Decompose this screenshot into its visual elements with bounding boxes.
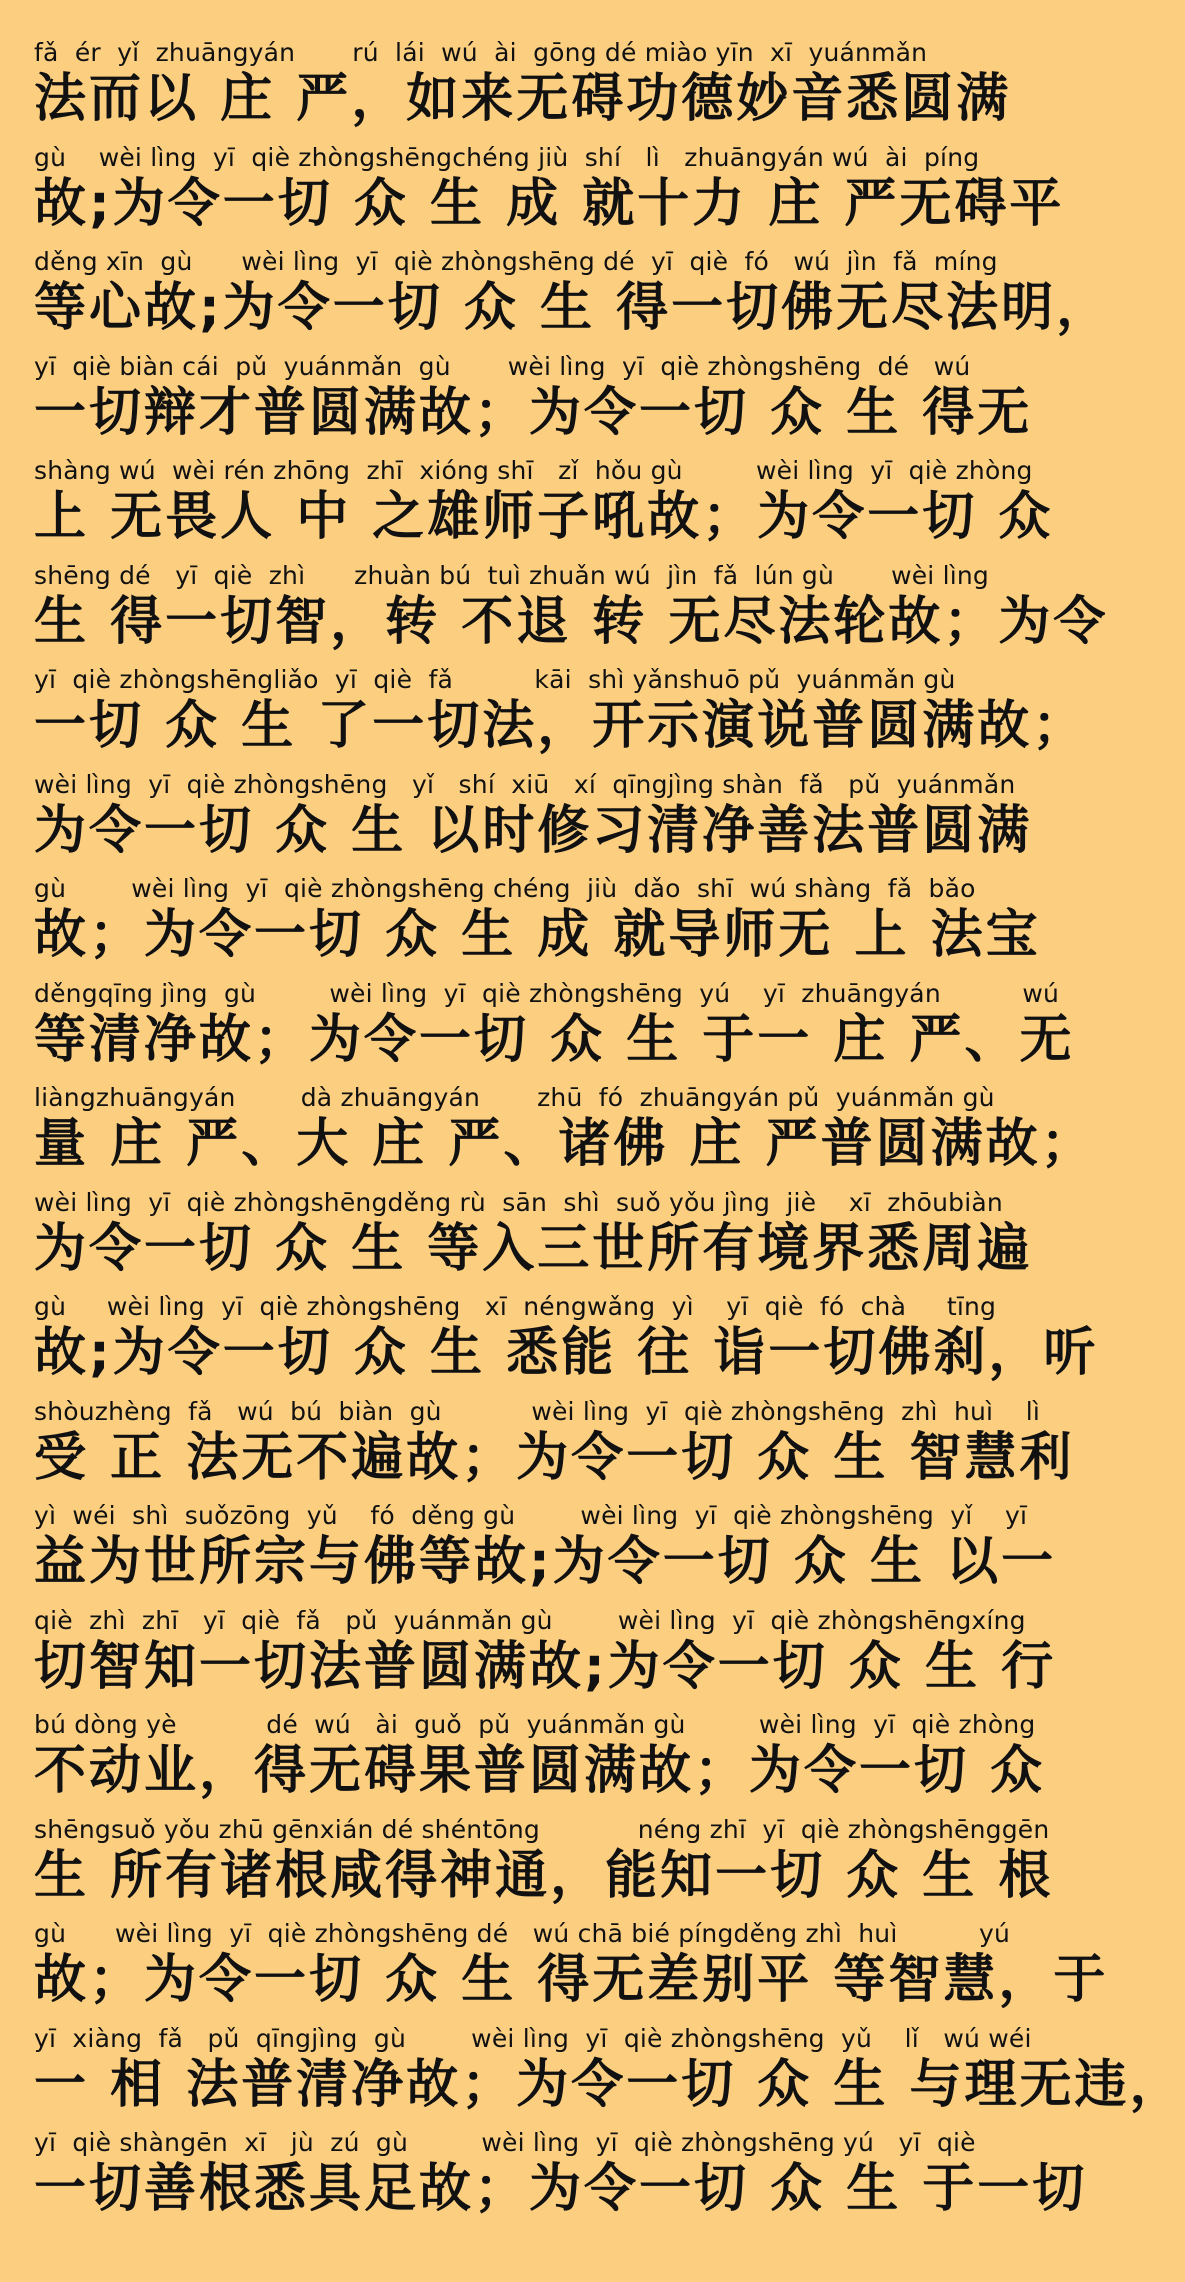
text-line bbox=[34, 1501, 1057, 1606]
pinyin-annotation: liàngzhuāngyán dà zhuāngyán zhū fó zhuāngyán pǔ yuánmǎn gù bbox=[34, 1083, 995, 1112]
text-line bbox=[34, 770, 1046, 875]
text-line bbox=[34, 1710, 1046, 1815]
chinese-text: 生 所有诸根咸得神通，能知一切 众 生 根 bbox=[34, 1845, 1054, 1906]
chinese-text: 不动业，得无碍果普圆满故；为令一切 众 bbox=[34, 1741, 1046, 1801]
text-line bbox=[34, 978, 1075, 1084]
chinese-text: 故；为令一切 众 生 得无差别平 等智慧，于 bbox=[34, 1950, 1109, 2010]
pinyin-annotation: gù wèi lìng yī qiè zhòngshēng xī néngwǎng yì yī qiè fó chà tīng bbox=[34, 1292, 997, 1321]
chinese-text: 一切 众 生 了一切法，开示演说普圆满故； bbox=[34, 696, 1088, 756]
text-line bbox=[34, 1292, 1099, 1397]
pinyin-annotation: yī qiè shàngēn xī jù zú gù wèi lìng yī qiè zhòngshēng yú yī qiè bbox=[34, 2128, 976, 2157]
pinyin-annotation: fǎ ér yǐ zhuāngyán rú lái wú ài gōng dé miào yīn xī yuánmǎn bbox=[34, 38, 928, 67]
pinyin-annotation: yī qiè biàn cái pǔ yuánmǎn gù wèi lìng yī qiè zhòngshēng dé wú bbox=[34, 351, 971, 381]
pinyin-annotation: bú dòng yè dé wú ài guǒ pǔ yuánmǎn gù wèi lìng yī qiè zhòng bbox=[34, 1710, 1036, 1739]
chinese-text: 切智知一切法普圆满故;为令一切 众 生 行 bbox=[34, 1636, 1057, 1697]
pinyin-annotation: shēngsuǒ yǒu zhū gēnxián dé shéntōng néng zhī yī qiè zhòngshēnggēn bbox=[34, 1814, 1050, 1844]
text-line bbox=[34, 352, 1046, 457]
chinese-text: 等心故;为令一切 众 生 得一切佛无尽法明， bbox=[34, 278, 1112, 338]
text-line bbox=[34, 247, 1112, 352]
text-line bbox=[34, 665, 1088, 770]
text-line bbox=[34, 1814, 1054, 1920]
text-line bbox=[34, 2128, 1088, 2233]
pinyin-annotation: yì wéi shì suǒzōng yǔ fó děng gù wèi lìng yī qiè zhòngshēng yǐ yī bbox=[34, 1501, 1028, 1530]
text-line bbox=[34, 560, 1109, 666]
chinese-text: 为令一切 众 生 以时修习清净善法普圆满 bbox=[34, 800, 1033, 861]
chinese-text: 益为世所宗与佛等故;为令一切 众 生 以一 bbox=[34, 1532, 1057, 1592]
text-line bbox=[34, 1083, 1096, 1188]
text-line bbox=[34, 1188, 1046, 1293]
chinese-text: 上 无畏人 中 之雄师子吼故；为令一切 众 bbox=[34, 487, 1054, 547]
text-line bbox=[34, 2023, 1185, 2129]
pinyin-annotation: wèi lìng yī qiè zhòngshēngděng rù sān shì suǒ yǒu jìng jiè xī zhōubiàn bbox=[34, 1187, 1003, 1217]
text-line bbox=[34, 1605, 1057, 1711]
chinese-text: 一切善根悉具足故；为令一切 众 生 于一切 bbox=[34, 2159, 1088, 2219]
chinese-text: 生 得一切智，转 不退 转 无尽法轮故；为令 bbox=[34, 591, 1109, 652]
text-line bbox=[34, 1396, 1075, 1502]
pinyin-annotation: shòuzhèng fǎ wú bú biàn gù wèi lìng yī qiè zhòngshēng zhì huì lì bbox=[34, 1396, 1041, 1426]
pinyin-annotation: děng xīn gù wèi lìng yī qiè zhòngshēng dé yī qiè fó wú jìn fǎ míng bbox=[34, 247, 998, 276]
chinese-text: 故;为令一切 众 生 悉能 往 诣一切佛刹，听 bbox=[34, 1323, 1099, 1383]
pinyin-annotation: yī qiè zhòngshēngliǎo yī qiè fǎ kāi shì yǎnshuō pǔ yuánmǎn gù bbox=[34, 665, 956, 694]
text-line bbox=[34, 456, 1054, 561]
chinese-text: 法而以 庄 严，如来无碍功德妙音悉圆满 bbox=[34, 69, 1012, 129]
text-line bbox=[34, 142, 1065, 248]
chinese-text: 一 相 法普清净故；为令一切 众 生 与理无违， bbox=[34, 2054, 1185, 2115]
chinese-text: 故；为令一切 众 生 成 就导师无 上 法宝 bbox=[34, 905, 1041, 965]
text-line bbox=[34, 1919, 1109, 2024]
chinese-text: 为令一切 众 生 等入三世所有境界悉周遍 bbox=[34, 1218, 1033, 1279]
pinyin-annotation: wèi lìng yī qiè zhòngshēng yǐ shí xiū xí qīngjìng shàn fǎ pǔ yuánmǎn bbox=[34, 769, 1016, 799]
pinyin-annotation: děngqīng jìng gù wèi lìng yī qiè zhòngshēng yú yī zhuāngyán wú bbox=[34, 978, 1060, 1008]
chinese-text: 故;为令一切 众 生 成 就十力 庄 严无碍平 bbox=[34, 173, 1065, 234]
pinyin-annotation: gù wèi lìng yī qiè zhòngshēng chéng jiù dǎo shī wú shàng fǎ bǎo bbox=[34, 874, 976, 903]
pinyin-annotation: shàng wú wèi rén zhōng zhī xióng shī zǐ hǒu gù wèi lìng yī qiè zhòng bbox=[34, 456, 1033, 485]
pinyin-annotation: gù wèi lìng yī qiè zhòngshēngchéng jiù shí lì zhuāngyán wú ài píng bbox=[34, 142, 980, 172]
text-line bbox=[34, 874, 1046, 979]
chinese-text: 一切辩才普圆满故；为令一切 众 生 得无 bbox=[34, 382, 1033, 443]
text-line bbox=[34, 38, 1046, 143]
pinyin-annotation: gù wèi lìng yī qiè zhòngshēng dé wú chā bié píngděng zhì huì yú bbox=[34, 1919, 1010, 1948]
chinese-text: 受 正 法无不遍故；为令一切 众 生 智慧利 bbox=[34, 1427, 1075, 1488]
pinyin-annotation: yī xiàng fǎ pǔ qīngjìng gù wèi lìng yī qiè zhòngshēng yǔ lǐ wú wéi bbox=[34, 2023, 1032, 2053]
pinyin-annotation: shēng dé yī qiè zhì zhuàn bú tuì zhuǎn wú jìn fǎ lún gù wèi lìng bbox=[34, 560, 989, 590]
chinese-text: 等清净故；为令一切 众 生 于一 庄 严、无 bbox=[34, 1009, 1075, 1070]
chinese-text: 量 庄 严、大 庄 严、诸佛 庄 严普圆满故； bbox=[34, 1114, 1096, 1174]
pinyin-annotation: qiè zhì zhī yī qiè fǎ pǔ yuánmǎn gù wèi lìng yī qiè zhòngshēngxíng bbox=[34, 1605, 1026, 1635]
